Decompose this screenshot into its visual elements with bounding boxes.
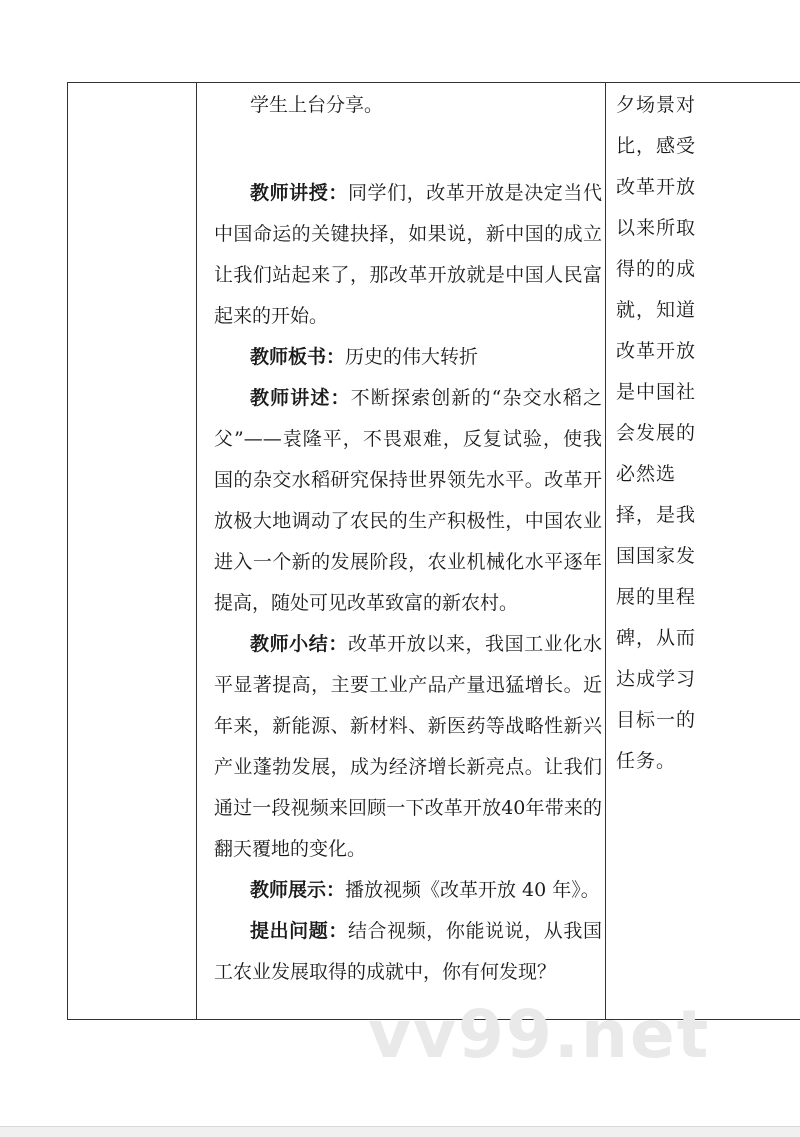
paragraph-text: 播放视频《改革开放 40 年》。 (345, 879, 600, 901)
paragraph-text: 结合视频，你能说说，从我国工农业发展取得的成就中，你有何发现？ (214, 920, 602, 983)
paragraph-text: 同学们，改革开放是决定当代中国命运的关键抉择，如果说，新中国的成立让我们站起来了，那改革开放就是中国人民富起来的开始。 (214, 182, 602, 327)
paragraph-text: 不断探索创新的“杂交水稻之父”——袁隆平，不畏艰难，反复试验，使我国的杂交水稻研究保持世界领先水平。改革开放极大地调动了农民的生产积极性，中国农业进入一个新的发展阶段，农业机械化水平逐年提高，随处可见改革致富的新农村。 (214, 387, 602, 614)
paragraph-question (214, 911, 602, 993)
keyword: 教师讲述： (250, 387, 351, 409)
keyword: 教师板书： (250, 346, 346, 368)
left-column-cell (68, 83, 196, 1019)
blank-gap (214, 126, 602, 173)
paragraph-board-writing (214, 337, 602, 378)
paragraph-teacher-summary (214, 624, 602, 870)
paragraph-teacher-lecture (214, 173, 602, 337)
keyword: 提出问题： (250, 920, 348, 942)
right-notes-cell (616, 83, 714, 1019)
paragraph-teacher-show (214, 870, 602, 911)
column-divider (605, 83, 606, 1019)
paragraph-teacher-narration (214, 378, 602, 624)
main-content-cell (214, 83, 602, 1019)
keyword: 教师讲授： (250, 182, 348, 204)
lesson-table (67, 82, 800, 1020)
keyword: 教师小结： (250, 633, 348, 655)
keyword: 教师展示： (250, 879, 346, 901)
watermark: vv99.net (368, 996, 711, 1073)
first-line: 学生上台分享。 (250, 94, 384, 116)
page-bottom-edge (0, 1126, 800, 1137)
design-intent-text: 夕场景对比，感受改革开放以来所取得的的成就，知道改革开放是中国社会发展的必然选择，是我国国家发展的里程碑，从而达成学习目标一的任务。 (616, 94, 697, 772)
paragraph-text: 历史的伟大转折 (345, 346, 479, 368)
paragraph-text: 改革开放以来，我国工业化水平显著提高，主要工业产品产量迅猛增长。近年来，新能源、新材料、新医药等战略性新兴产业蓬勃发展，成为经济增长新亮点。让我们通过一段视频来回顾一下改革开放40年带来的翻天覆地的变化。 (214, 633, 602, 860)
column-divider (196, 83, 197, 1019)
